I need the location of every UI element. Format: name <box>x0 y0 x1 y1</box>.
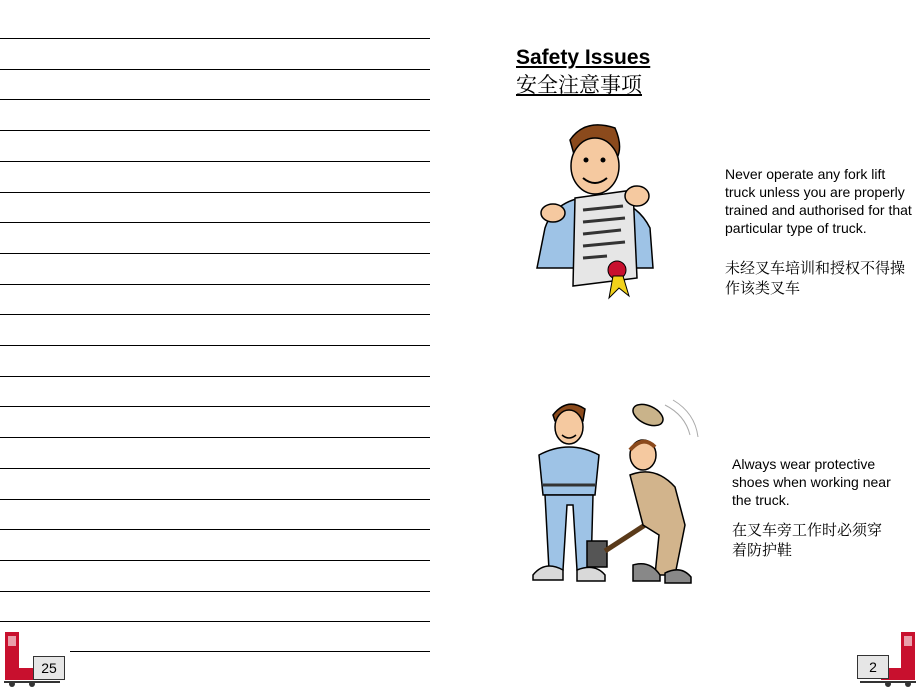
ruled-line <box>0 130 430 131</box>
footer-rule <box>70 651 430 652</box>
ruled-notes-area <box>0 0 430 690</box>
item-text-en: Never operate any fork lift truck unless you are properly trained and authorised for that particular type of truck. <box>725 166 912 236</box>
ruled-line <box>0 529 430 530</box>
ruled-line <box>0 161 430 162</box>
hammer-foot-icon <box>515 395 705 590</box>
ruled-line <box>0 253 430 254</box>
ruled-line <box>0 406 430 407</box>
ruled-line <box>0 222 430 223</box>
certificate-man-icon <box>525 118 660 303</box>
item-text-en: Always wear protective shoes when working near the truck. <box>732 456 891 508</box>
ruled-line <box>0 376 430 377</box>
page-number-left: 25 <box>33 656 65 680</box>
ruled-line <box>0 345 430 346</box>
item-text-cn: 在叉车旁工作时必须穿着防护鞋 <box>732 521 883 559</box>
ruled-line <box>0 284 430 285</box>
page-title: Safety Issues <box>516 46 651 69</box>
ruled-line <box>0 591 430 592</box>
ruled-line <box>0 99 430 100</box>
page-number-right: 2 <box>857 655 889 679</box>
ruled-line <box>0 499 430 500</box>
ruled-line <box>0 69 430 70</box>
ruled-line <box>0 468 430 469</box>
ruled-line <box>0 38 430 39</box>
ruled-line <box>0 192 430 193</box>
ruled-line <box>0 314 430 315</box>
ruled-line <box>0 621 430 622</box>
ruled-line <box>0 560 430 561</box>
ruled-line <box>0 437 430 438</box>
item-text-cn: 未经叉车培训和授权不得操作该类叉车 <box>725 259 906 297</box>
page-subtitle: 安全注意事项 <box>516 73 642 97</box>
